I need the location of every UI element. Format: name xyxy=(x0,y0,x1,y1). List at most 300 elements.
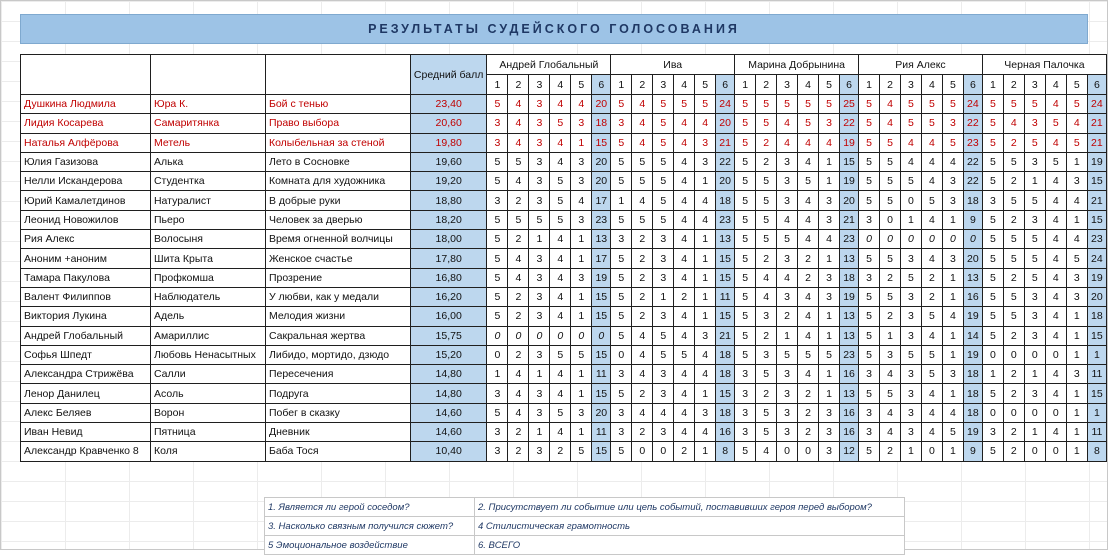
score-cell: 1 xyxy=(695,268,716,287)
score-cell: 1 xyxy=(695,249,716,268)
score-cell: 5 xyxy=(653,191,674,210)
total-score-cell: 19 xyxy=(592,268,611,287)
table-row xyxy=(21,307,1107,326)
total-score-cell: 15 xyxy=(592,345,611,364)
hero-cell: Пьеро xyxy=(150,210,265,229)
score-cell: 5 xyxy=(611,95,632,114)
author-cell: Александра Стрижёва xyxy=(21,365,151,384)
score-cell: 4 xyxy=(674,326,695,345)
header-blank-cell xyxy=(265,55,410,95)
score-cell: 1 xyxy=(1066,403,1087,422)
total-score-cell: 19 xyxy=(840,133,859,152)
score-cell: 5 xyxy=(611,307,632,326)
score-cell: 0 xyxy=(487,345,508,364)
table-row xyxy=(21,423,1107,442)
total-score-cell: 19 xyxy=(963,345,982,364)
score-cell: 1 xyxy=(880,326,901,345)
table-row xyxy=(21,403,1107,422)
score-cell: 5 xyxy=(632,172,653,191)
score-cell: 3 xyxy=(735,403,756,422)
score-cell: 2 xyxy=(508,345,529,364)
score-cell: 4 xyxy=(632,365,653,384)
score-cell: 0 xyxy=(777,442,798,461)
score-cell: 3 xyxy=(611,423,632,442)
score-cell: 5 xyxy=(798,95,819,114)
score-cell: 5 xyxy=(982,268,1003,287)
score-cell: 0 xyxy=(1003,403,1024,422)
score-cell: 3 xyxy=(1024,210,1045,229)
score-cell: 4 xyxy=(508,114,529,133)
score-cell: 4 xyxy=(550,133,571,152)
score-cell: 4 xyxy=(674,384,695,403)
score-cell: 2 xyxy=(798,423,819,442)
score-cell: 2 xyxy=(798,249,819,268)
score-cell: 2 xyxy=(632,384,653,403)
score-cell: 4 xyxy=(880,365,901,384)
criterion-number: 6 xyxy=(963,75,982,95)
score-cell: 3 xyxy=(819,287,840,306)
total-score-cell: 20 xyxy=(592,172,611,191)
story-cell: Лето в Сосновке xyxy=(265,152,410,171)
score-cell: 0 xyxy=(529,326,550,345)
score-cell: 1 xyxy=(942,268,963,287)
hero-cell: Волосыня xyxy=(150,230,265,249)
criterion-number: 6 xyxy=(716,75,735,95)
score-cell: 3 xyxy=(859,403,880,422)
score-cell: 5 xyxy=(611,287,632,306)
score-cell: 5 xyxy=(982,95,1003,114)
table-row xyxy=(21,230,1107,249)
score-cell: 5 xyxy=(1024,249,1045,268)
score-cell: 2 xyxy=(1003,442,1024,461)
story-cell: Либидо, мортидо, дзюдо xyxy=(265,345,410,364)
table-row xyxy=(21,249,1107,268)
score-cell: 3 xyxy=(819,268,840,287)
score-cell: 2 xyxy=(550,442,571,461)
score-cell: 3 xyxy=(1066,365,1087,384)
total-score-cell: 11 xyxy=(716,287,735,306)
score-cell: 3 xyxy=(1066,268,1087,287)
score-cell: 5 xyxy=(880,172,901,191)
score-cell: 5 xyxy=(674,345,695,364)
score-cell: 0 xyxy=(1045,442,1066,461)
criterion-number: 1 xyxy=(487,75,508,95)
score-cell: 3 xyxy=(859,423,880,442)
score-cell: 5 xyxy=(1003,287,1024,306)
score-cell: 5 xyxy=(921,114,942,133)
score-cell: 5 xyxy=(508,152,529,171)
score-cell: 5 xyxy=(487,210,508,229)
score-cell: 5 xyxy=(735,152,756,171)
table-row xyxy=(21,268,1107,287)
criterion-number: 2 xyxy=(632,75,653,95)
story-cell: Женское счастье xyxy=(265,249,410,268)
total-score-cell: 18 xyxy=(963,384,982,403)
score-cell: 4 xyxy=(942,152,963,171)
score-cell: 3 xyxy=(859,210,880,229)
author-cell: Софья Шпедт xyxy=(21,345,151,364)
score-cell: 0 xyxy=(1045,403,1066,422)
total-score-cell: 16 xyxy=(963,287,982,306)
score-cell: 2 xyxy=(632,423,653,442)
score-cell: 1 xyxy=(529,365,550,384)
table-row xyxy=(21,172,1107,191)
score-cell: 5 xyxy=(982,442,1003,461)
score-cell: 1 xyxy=(695,384,716,403)
score-cell: 4 xyxy=(798,210,819,229)
score-cell: 4 xyxy=(632,95,653,114)
score-cell: 1 xyxy=(1024,423,1045,442)
score-cell: 3 xyxy=(529,384,550,403)
total-score-cell: 15 xyxy=(1087,210,1106,229)
criteria-legend xyxy=(264,497,905,555)
score-cell: 2 xyxy=(756,249,777,268)
score-cell: 5 xyxy=(611,152,632,171)
legend-item: 4 Стилистическая грамотность xyxy=(475,517,905,536)
score-cell: 5 xyxy=(1003,230,1024,249)
score-cell: 3 xyxy=(1024,384,1045,403)
author-cell: Иван Невид xyxy=(21,423,151,442)
score-cell: 4 xyxy=(921,326,942,345)
score-cell: 3 xyxy=(859,268,880,287)
avg-score-cell: 15,20 xyxy=(410,345,486,364)
score-cell: 3 xyxy=(777,423,798,442)
score-cell: 3 xyxy=(942,191,963,210)
score-cell: 5 xyxy=(880,249,901,268)
score-cell: 4 xyxy=(674,249,695,268)
score-cell: 5 xyxy=(756,210,777,229)
story-cell: Колыбельная за стеной xyxy=(265,133,410,152)
hero-cell: Алька xyxy=(150,152,265,171)
score-cell: 4 xyxy=(777,268,798,287)
score-cell: 4 xyxy=(1045,249,1066,268)
hero-cell: Юра К. xyxy=(150,95,265,114)
score-cell: 4 xyxy=(508,384,529,403)
score-cell: 1 xyxy=(777,326,798,345)
total-score-cell: 11 xyxy=(1087,365,1106,384)
avg-score-cell: 19,20 xyxy=(410,172,486,191)
score-cell: 5 xyxy=(1003,307,1024,326)
total-score-cell: 21 xyxy=(716,326,735,345)
criterion-number: 4 xyxy=(798,75,819,95)
criterion-number: 5 xyxy=(571,75,592,95)
score-cell: 1 xyxy=(819,249,840,268)
score-cell: 5 xyxy=(735,230,756,249)
score-cell: 5 xyxy=(1024,230,1045,249)
score-cell: 4 xyxy=(921,133,942,152)
total-score-cell: 13 xyxy=(840,384,859,403)
score-cell: 4 xyxy=(1045,191,1066,210)
total-score-cell: 24 xyxy=(963,95,982,114)
score-cell: 5 xyxy=(982,133,1003,152)
score-cell: 3 xyxy=(529,442,550,461)
author-cell: Александр Кравченко 8 xyxy=(21,442,151,461)
score-cell: 4 xyxy=(777,114,798,133)
author-cell: Ленор Данилец xyxy=(21,384,151,403)
score-cell: 3 xyxy=(777,384,798,403)
score-cell: 2 xyxy=(756,152,777,171)
score-cell: 5 xyxy=(487,152,508,171)
score-cell: 5 xyxy=(777,95,798,114)
total-score-cell: 16 xyxy=(840,365,859,384)
score-cell: 5 xyxy=(798,345,819,364)
total-score-cell: 15 xyxy=(592,384,611,403)
total-score-cell: 21 xyxy=(716,133,735,152)
score-cell: 5 xyxy=(611,268,632,287)
hero-cell: Асоль xyxy=(150,384,265,403)
total-score-cell: 19 xyxy=(840,172,859,191)
avg-score-cell: 14,80 xyxy=(410,365,486,384)
score-cell: 0 xyxy=(859,230,880,249)
total-score-cell: 18 xyxy=(963,365,982,384)
score-cell: 4 xyxy=(674,114,695,133)
score-cell: 1 xyxy=(695,287,716,306)
total-score-cell: 18 xyxy=(716,345,735,364)
total-score-cell: 15 xyxy=(716,384,735,403)
score-cell: 1 xyxy=(571,307,592,326)
criterion-number: 4 xyxy=(1045,75,1066,95)
total-score-cell: 22 xyxy=(963,152,982,171)
score-cell: 3 xyxy=(900,249,921,268)
score-cell: 5 xyxy=(735,133,756,152)
score-cell: 3 xyxy=(529,133,550,152)
score-cell: 5 xyxy=(859,442,880,461)
legend-item: 3. Насколько связным получился сюжет? xyxy=(265,517,475,536)
score-cell: 5 xyxy=(487,307,508,326)
score-cell: 3 xyxy=(982,423,1003,442)
total-score-cell: 20 xyxy=(592,403,611,422)
score-cell: 4 xyxy=(674,365,695,384)
score-cell: 3 xyxy=(487,442,508,461)
score-cell: 3 xyxy=(819,210,840,229)
hero-cell: Салли xyxy=(150,365,265,384)
score-cell: 1 xyxy=(942,287,963,306)
score-cell: 5 xyxy=(859,95,880,114)
avg-score-cell: 18,20 xyxy=(410,210,486,229)
score-cell: 5 xyxy=(487,268,508,287)
score-cell: 0 xyxy=(798,442,819,461)
score-cell: 3 xyxy=(487,114,508,133)
story-cell: Время огненной волчицы xyxy=(265,230,410,249)
score-cell: 3 xyxy=(777,191,798,210)
hero-cell: Профкомша xyxy=(150,268,265,287)
score-cell: 2 xyxy=(632,249,653,268)
score-cell: 5 xyxy=(611,133,632,152)
score-cell: 2 xyxy=(1003,326,1024,345)
score-cell: 1 xyxy=(1024,365,1045,384)
story-cell: Дневник xyxy=(265,423,410,442)
score-cell: 5 xyxy=(859,287,880,306)
legend-item: 1. Является ли герой соседом? xyxy=(265,498,475,517)
total-score-cell: 22 xyxy=(840,114,859,133)
score-cell: 5 xyxy=(735,442,756,461)
score-cell: 5 xyxy=(900,95,921,114)
score-cell: 4 xyxy=(550,307,571,326)
score-cell: 2 xyxy=(756,384,777,403)
total-score-cell: 15 xyxy=(1087,326,1106,345)
total-score-cell: 23 xyxy=(963,133,982,152)
score-cell: 5 xyxy=(653,172,674,191)
score-cell: 3 xyxy=(756,345,777,364)
score-cell: 2 xyxy=(1003,423,1024,442)
score-cell: 5 xyxy=(1045,114,1066,133)
score-cell: 0 xyxy=(487,326,508,345)
story-cell: Бой с тенью xyxy=(265,95,410,114)
score-cell: 4 xyxy=(674,307,695,326)
score-cell: 5 xyxy=(1024,95,1045,114)
total-score-cell: 17 xyxy=(592,249,611,268)
score-cell: 5 xyxy=(653,345,674,364)
criterion-number: 6 xyxy=(592,75,611,95)
hero-cell: Шита Крыта xyxy=(150,249,265,268)
score-cell: 5 xyxy=(1003,152,1024,171)
story-cell: Прозрение xyxy=(265,268,410,287)
score-cell: 5 xyxy=(982,249,1003,268)
score-cell: 4 xyxy=(674,403,695,422)
score-cell: 5 xyxy=(550,345,571,364)
score-cell: 5 xyxy=(550,403,571,422)
score-cell: 3 xyxy=(529,152,550,171)
score-cell: 4 xyxy=(550,230,571,249)
total-score-cell: 19 xyxy=(840,287,859,306)
score-cell: 4 xyxy=(674,423,695,442)
score-cell: 1 xyxy=(529,423,550,442)
score-cell: 4 xyxy=(508,172,529,191)
criterion-number: 4 xyxy=(674,75,695,95)
score-cell: 4 xyxy=(777,210,798,229)
criterion-number: 5 xyxy=(695,75,716,95)
avg-score-cell: 16,80 xyxy=(410,268,486,287)
score-cell: 4 xyxy=(1045,307,1066,326)
score-cell: 3 xyxy=(942,365,963,384)
score-cell: 5 xyxy=(982,172,1003,191)
score-cell: 5 xyxy=(550,210,571,229)
total-score-cell: 23 xyxy=(840,230,859,249)
score-cell: 4 xyxy=(1045,95,1066,114)
hero-cell: Амариллис xyxy=(150,326,265,345)
score-cell: 5 xyxy=(487,95,508,114)
score-cell: 5 xyxy=(1003,95,1024,114)
score-cell: 3 xyxy=(611,403,632,422)
score-cell: 5 xyxy=(756,403,777,422)
score-cell: 1 xyxy=(487,365,508,384)
score-cell: 0 xyxy=(942,230,963,249)
author-cell: Алекс Беляев xyxy=(21,403,151,422)
criterion-number: 2 xyxy=(880,75,901,95)
score-cell: 5 xyxy=(900,268,921,287)
score-cell: 4 xyxy=(632,403,653,422)
avg-score-header: Средний балл xyxy=(410,55,486,95)
hero-cell: Адель xyxy=(150,307,265,326)
score-cell: 2 xyxy=(674,287,695,306)
score-cell: 4 xyxy=(1045,384,1066,403)
total-score-cell: 13 xyxy=(840,249,859,268)
score-cell: 5 xyxy=(735,287,756,306)
total-score-cell: 0 xyxy=(963,230,982,249)
total-score-cell: 19 xyxy=(963,423,982,442)
judge-header: Рия Алекс xyxy=(859,55,983,75)
score-cell: 2 xyxy=(508,230,529,249)
total-score-cell: 15 xyxy=(716,268,735,287)
story-cell: Сакральная жертва xyxy=(265,326,410,345)
score-cell: 2 xyxy=(508,307,529,326)
author-cell: Валент Филиппов xyxy=(21,287,151,306)
story-cell: Человек за дверью xyxy=(265,210,410,229)
score-cell: 5 xyxy=(487,230,508,249)
score-cell: 4 xyxy=(900,133,921,152)
score-cell: 3 xyxy=(900,307,921,326)
criterion-number: 3 xyxy=(900,75,921,95)
total-score-cell: 9 xyxy=(963,210,982,229)
score-cell: 3 xyxy=(777,403,798,422)
total-score-cell: 12 xyxy=(840,442,859,461)
author-cell: Виктория Лукина xyxy=(21,307,151,326)
score-cell: 5 xyxy=(571,345,592,364)
criterion-number: 6 xyxy=(840,75,859,95)
score-cell: 3 xyxy=(653,230,674,249)
score-cell: 4 xyxy=(798,133,819,152)
total-score-cell: 23 xyxy=(840,345,859,364)
score-cell: 5 xyxy=(1024,191,1045,210)
score-cell: 4 xyxy=(508,403,529,422)
score-cell: 2 xyxy=(756,133,777,152)
criterion-number: 2 xyxy=(756,75,777,95)
score-cell: 5 xyxy=(735,268,756,287)
total-score-cell: 19 xyxy=(1087,268,1106,287)
avg-score-cell: 18,00 xyxy=(410,230,486,249)
score-cell: 4 xyxy=(942,307,963,326)
score-cell: 3 xyxy=(487,384,508,403)
story-cell: Подруга xyxy=(265,384,410,403)
score-cell: 4 xyxy=(632,114,653,133)
score-cell: 3 xyxy=(735,365,756,384)
author-cell: Лидия Косарева xyxy=(21,114,151,133)
score-cell: 2 xyxy=(508,287,529,306)
score-cell: 5 xyxy=(653,210,674,229)
hero-cell: Ворон xyxy=(150,403,265,422)
score-cell: 1 xyxy=(1066,152,1087,171)
score-cell: 3 xyxy=(611,114,632,133)
total-score-cell: 19 xyxy=(963,307,982,326)
score-cell: 5 xyxy=(1003,191,1024,210)
score-cell: 2 xyxy=(1003,133,1024,152)
score-cell: 5 xyxy=(611,172,632,191)
total-score-cell: 15 xyxy=(1087,384,1106,403)
score-cell: 3 xyxy=(653,384,674,403)
total-score-cell: 15 xyxy=(716,249,735,268)
criterion-number: 5 xyxy=(819,75,840,95)
score-cell: 0 xyxy=(550,326,571,345)
score-cell: 5 xyxy=(487,403,508,422)
score-cell: 4 xyxy=(1045,210,1066,229)
total-score-cell: 22 xyxy=(963,114,982,133)
score-cell: 5 xyxy=(1024,268,1045,287)
table-row xyxy=(21,365,1107,384)
score-cell: 4 xyxy=(632,326,653,345)
score-cell: 2 xyxy=(921,268,942,287)
total-score-cell: 20 xyxy=(592,95,611,114)
score-cell: 5 xyxy=(756,95,777,114)
score-cell: 5 xyxy=(735,172,756,191)
total-score-cell: 20 xyxy=(592,152,611,171)
score-cell: 5 xyxy=(982,326,1003,345)
criterion-number: 3 xyxy=(529,75,550,95)
score-cell: 3 xyxy=(1024,326,1045,345)
story-cell: В добрые руки xyxy=(265,191,410,210)
score-cell: 3 xyxy=(695,152,716,171)
score-cell: 0 xyxy=(1024,442,1045,461)
score-cell: 4 xyxy=(550,365,571,384)
